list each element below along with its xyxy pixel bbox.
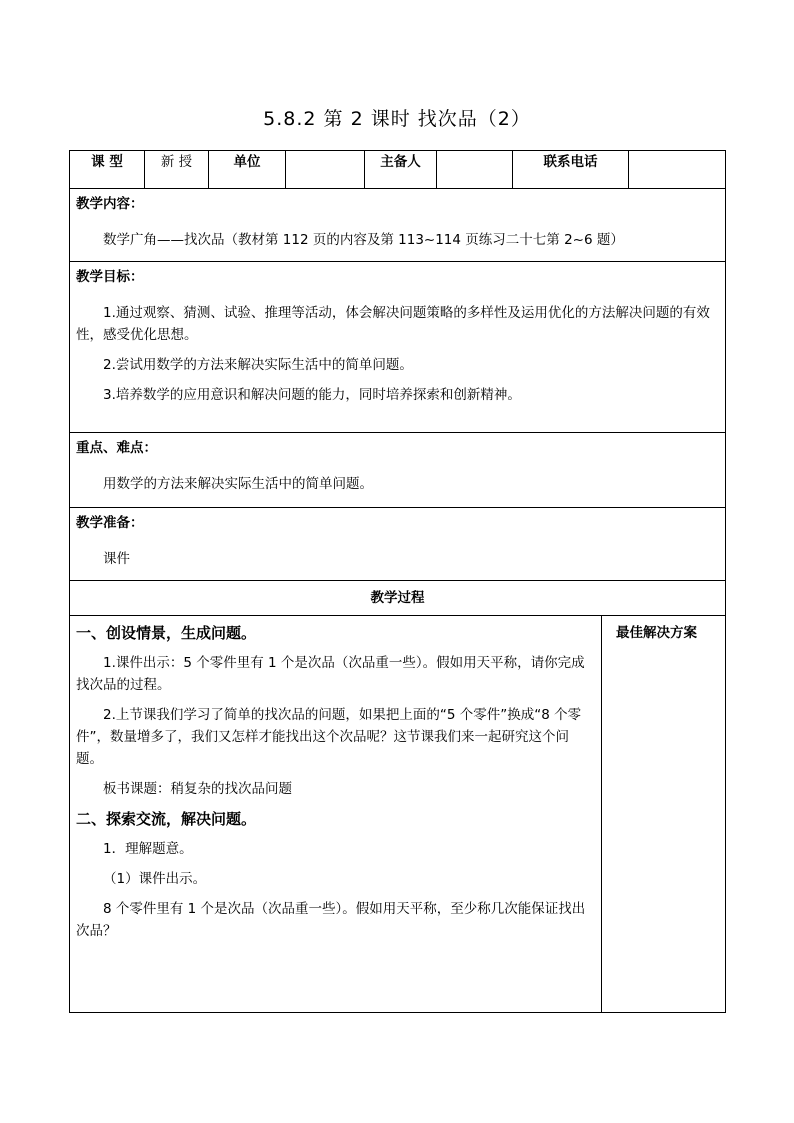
lesson-type-label: 课 型 [70, 151, 145, 189]
preparer-label: 主备人 [365, 151, 437, 189]
goal-item-1: 1.通过观察、猜测、试验、推理等活动，体会解决问题策略的多样性及运用优化的方法解决问题的有效性，感受优化思想。 [76, 305, 710, 343]
process-title-row [70, 581, 726, 616]
key-points-label: 重点、难点： [76, 440, 157, 456]
header-row [70, 151, 726, 189]
goals-row [70, 262, 726, 433]
process-body-row [70, 616, 726, 1013]
preparer-value [437, 151, 513, 189]
process-side [602, 616, 726, 1013]
process-main [70, 616, 602, 1013]
process-paragraph-2: 2.上节课我们学习了简单的找次品的问题，如果把上面的“5 个零件”换成“8 个零件”，数量增多了，我们又怎样才能找出这个次品呢？这节课我们来一起研究这个问题。 [76, 707, 582, 767]
process-title: 教学过程 [70, 581, 726, 616]
preparation-label: 教学准备： [76, 515, 144, 531]
section-1-heading: 一、创设情景，生成问题。 [76, 624, 257, 642]
contact-label: 联系电话 [513, 151, 629, 189]
process-paragraph-3: 板书课题：稍复杂的找次品问题 [103, 781, 292, 797]
process-paragraph-4: 1．理解题意。 [103, 841, 193, 857]
process-paragraph-6: 8 个零件里有 1 个是次品（次品重一些）。假如用天平称，至少称几次能保证找出次品？ [76, 901, 586, 939]
content-text: 数学广角——找次品（教材第 112 页的内容及第 113~114 页练习二十七第 2~6 题） [103, 232, 624, 248]
lesson-plan-table [69, 150, 726, 1013]
lesson-type-value: 新 授 [145, 151, 209, 189]
section-2-heading: 二、探索交流，解决问题。 [76, 810, 257, 828]
process-paragraph-5: （1）课件出示。 [103, 871, 207, 887]
page-title: 5.8.2 第 2 课时 找次品（2） [263, 108, 531, 130]
content-label: 教学内容： [76, 196, 144, 212]
unit-label: 单位 [209, 151, 286, 189]
unit-value [286, 151, 365, 189]
key-points-text: 用数学的方法来解决实际生活中的简单问题。 [103, 476, 373, 492]
preparation-text: 课件 [103, 551, 130, 567]
process-paragraph-1: 1.课件出示：5 个零件里有 1 个是次品（次品重一些）。假如用天平称，请你完成找次品的过程。 [76, 655, 585, 693]
goals-label: 教学目标： [76, 269, 144, 285]
goal-item-2: 2.尝试用数学的方法来解决实际生活中的简单问题。 [103, 357, 413, 373]
preparation-row [70, 508, 726, 581]
best-solution-label: 最佳解决方案 [616, 625, 697, 641]
key-points-row [70, 433, 726, 508]
goal-item-3: 3.培养数学的应用意识和解决问题的能力，同时培养探索和创新精神。 [103, 387, 521, 403]
content-row [70, 189, 726, 262]
contact-value [629, 151, 726, 189]
